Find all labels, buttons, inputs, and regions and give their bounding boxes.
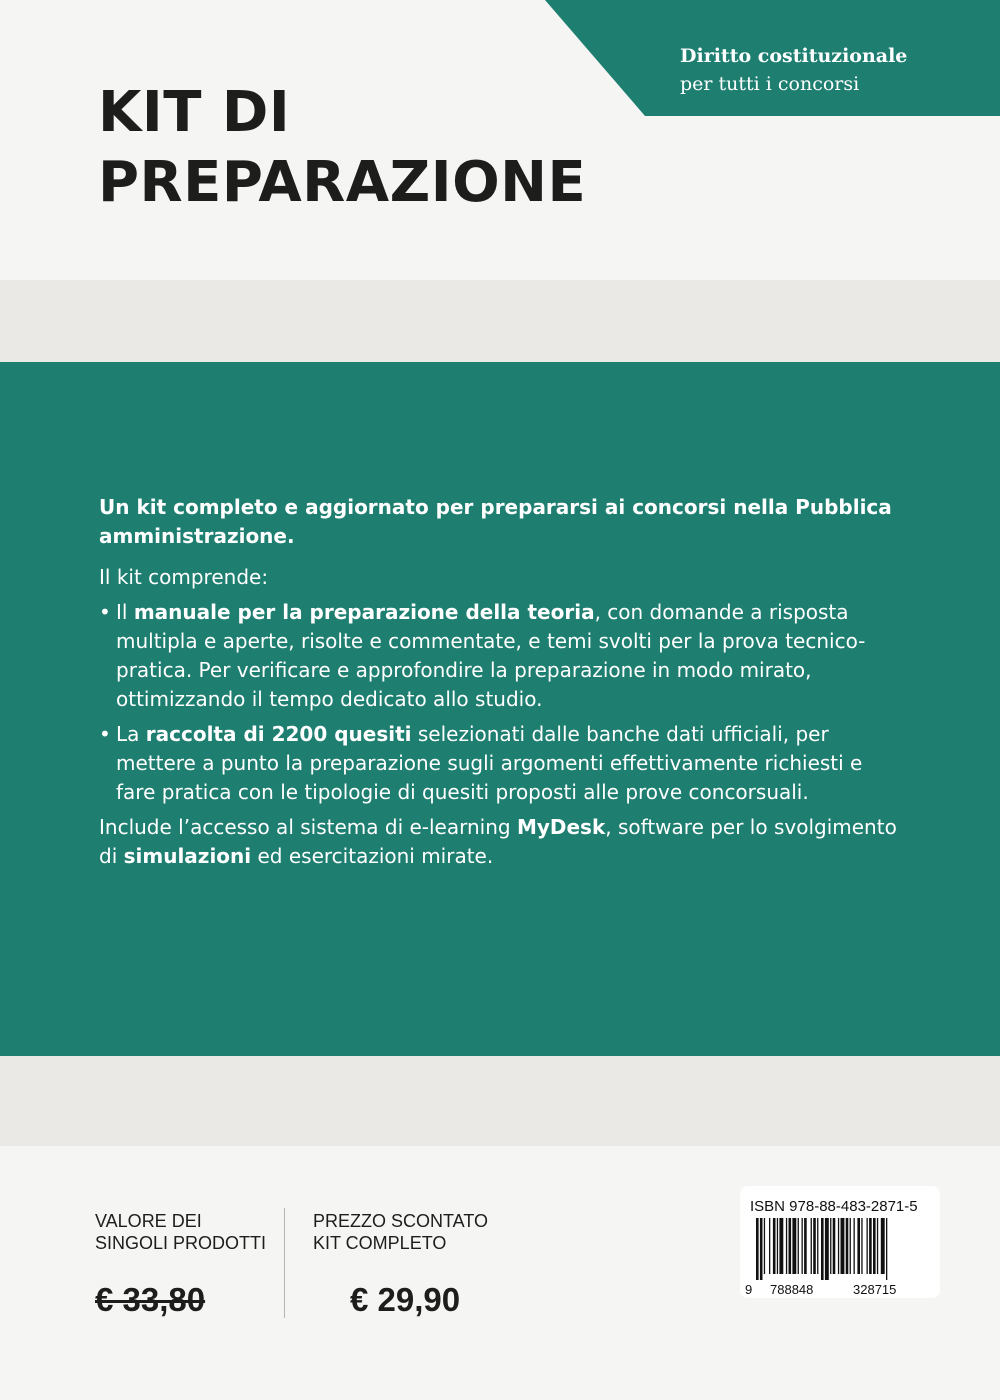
bullet-dot: • [99,600,111,624]
barcode-bar [813,1218,816,1274]
barcode-bar [825,1218,829,1280]
barcode-bar [760,1218,763,1280]
bullet-quiz-highlight: raccolta di 2200 quesiti [145,722,412,746]
barcode-bar [877,1218,878,1274]
barcode-bar [786,1218,787,1274]
barcode-bar [821,1218,824,1280]
barcode-bar [841,1218,845,1274]
barcode-bar [802,1218,803,1274]
barcode-digits-left: 788848 [770,1282,814,1297]
barcode-bar [811,1218,812,1274]
barcode-bar [798,1218,799,1274]
barcode-bar [804,1218,807,1274]
isbn-text: ISBN 978-88-483-2871-5 [750,1198,918,1215]
barcode-bar [886,1218,887,1280]
barcode-bar [769,1218,770,1274]
barcode-bar [830,1218,831,1274]
kit-price-label: PREZZO SCONTATO KIT COMPLETO [313,1211,489,1253]
book-title-line2: PREPARAZIONE [98,150,587,215]
barcode-bar [789,1218,792,1274]
barcode-bar [764,1218,765,1274]
barcode-bar [846,1218,849,1274]
barcode-bar [773,1218,776,1274]
simulations-highlight: simulazioni [123,844,252,868]
description-lead: Un kit completo e aggiornato per prepararsi ai concorsi nella Pubblica amministrazione. [99,495,892,548]
series-subtitle: per tutti i concorsi [680,73,860,95]
barcode-bar [869,1218,872,1274]
bullet-dot: • [99,722,111,746]
includes-text: Include l’accesso al sistema di e-learning MyDesk, software per lo svolgimento di simulazioni ed esercitazioni mirate. [99,815,897,868]
mydesk-highlight: MyDesk [516,815,606,839]
bullet-manual: • Il manuale per la preparazione della teoria, con domande a risposta multipla e aperte, risolte e commentate, e temi svolti per la prova tecnico-pratica. Per verificare e approfondire la preparazione in modo mirato, ottimizzando il tempo dedicato allo studio. [99,600,866,711]
description-text [99,493,899,871]
barcode-bar [779,1218,783,1274]
bullet-manual-highlight: manuale per la preparazione della teoria [133,600,595,624]
single-price: € 33,80 [95,1281,206,1318]
barcode-bar [857,1218,860,1274]
barcode-bar [756,1218,759,1280]
barcode-bar [833,1218,836,1274]
barcode-bar [838,1218,839,1274]
barcode-digits-right: 328715 [853,1282,897,1297]
kit-intro: Il kit comprende: [99,565,269,589]
series-label [680,42,907,98]
barcode-bar [873,1218,876,1274]
barcode-bar [854,1218,855,1274]
book-title [98,78,586,218]
barcode-bar [777,1218,778,1274]
barcode-bar [817,1218,818,1274]
barcode-bar [881,1218,885,1274]
book-title-line1: KIT DI [98,80,291,145]
divider-band-bottom [0,1056,1000,1146]
bullet-quiz-collection: • La raccolta di 2200 quesiti selezionati dalle banche dati ufficiali, per mettere a punto la preparazione sugli argomenti effettivamente richiesti e fare pratica con le tipologie di quesiti proposti alle prove concorsuali. [99,722,863,804]
divider-band-top [0,280,1000,362]
barcode-bar [867,1218,868,1274]
series-title: Diritto costituzionale [680,45,908,67]
barcode [756,1218,932,1280]
barcode-bar [792,1218,796,1274]
barcode-digit-first: 9 [745,1282,753,1297]
kit-price: € 29,90 [350,1281,461,1318]
single-value-label: VALORE DEI SINGOLI PRODOTTI [95,1211,267,1253]
barcode-bar [850,1218,851,1274]
barcode-bar [861,1218,862,1274]
price-divider [284,1208,285,1318]
